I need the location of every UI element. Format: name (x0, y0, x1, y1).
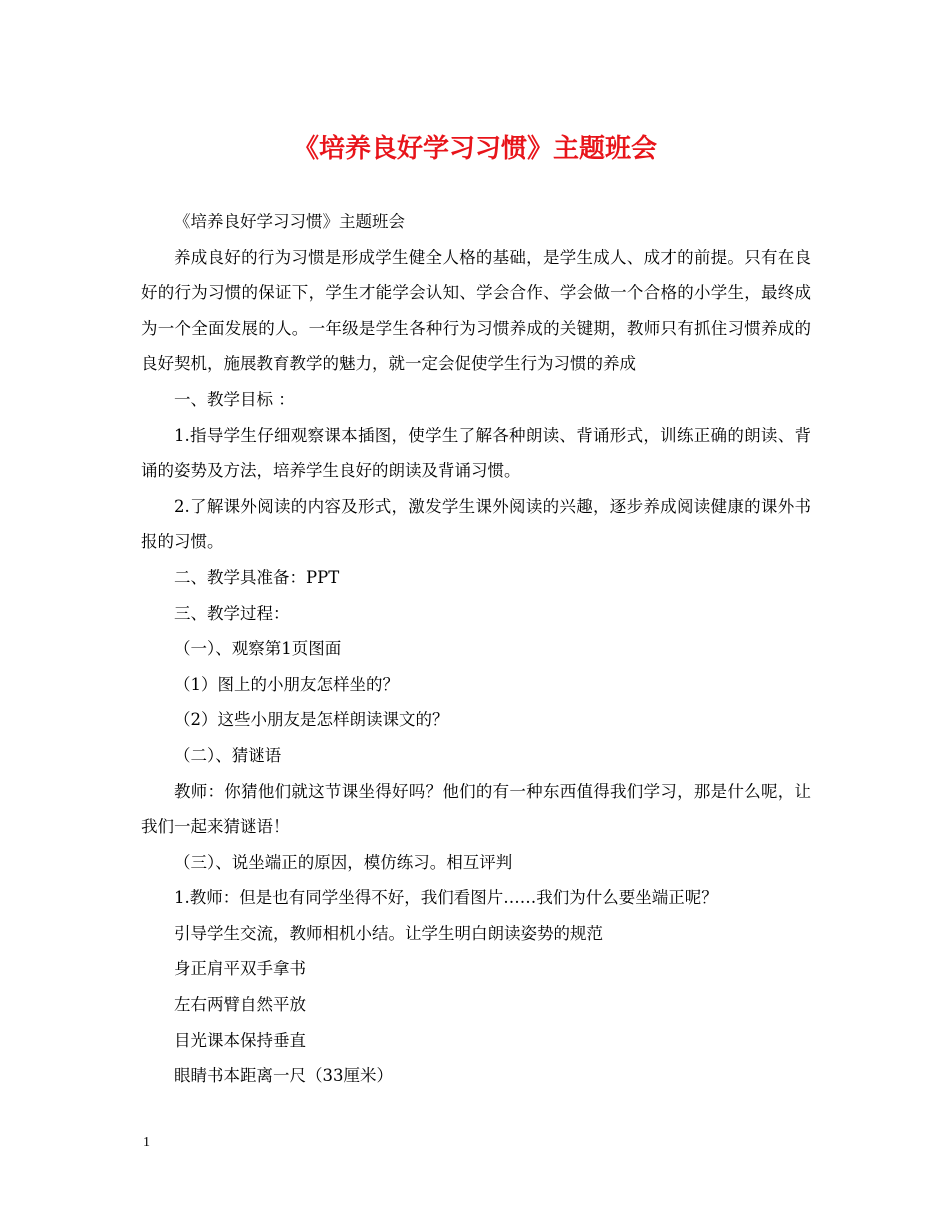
paragraph: 1.指导学生仔细观察课本插图，使学生了解各种朗读、背诵形式，训练正确的朗读、背诵的姿势及方法，培养学生良好的朗读及背诵习惯。 (141, 425, 811, 481)
paragraph: 眼睛书本距离一尺（33厘米） (174, 1066, 393, 1086)
page-number: 1 (143, 1135, 150, 1150)
paragraph: （二）、猜谜语 (174, 745, 282, 765)
paragraph: 目光课本保持垂直 (174, 1030, 306, 1050)
paragraph: （2）这些小朋友是怎样朗读课文的？ (174, 710, 449, 730)
paragraph: 1.教师：但是也有同学坐得不好，我们看图片……我们为什么要坐端正呢？ (174, 888, 718, 908)
paragraph: 教师：你猜他们就这节课坐得好吗？他们的有一种东西值得我们学习，那是什么呢，让我们一起来猜谜语！ (141, 781, 811, 837)
paragraph: （一）、观察第1页图面 (174, 639, 342, 659)
document-title: 《培养良好学习习惯》主题班会 (292, 134, 657, 164)
paragraph: 《培养良好学习习惯》主题班会 (174, 212, 405, 231)
paragraph: 左右两臂自然平放 (174, 995, 306, 1015)
paragraph: （1）图上的小朋友怎样坐的？ (174, 674, 399, 694)
paragraph: 养成良好的行为习惯是形成学生健全人格的基础，是学生成人、成才的前提。只有在良好的行为习惯的保证下，学生才能学会认知、学会合作、学会做一个合格的小学生，最终成为一个全面发展的人。一年级是学生各种行为习惯养成的关键期，教师只有抓住习惯养成的良好契机，施展教育教学的魅力，就一定会促使学生行为习惯的养成 (141, 247, 811, 374)
paragraph: 引导学生交流，教师相机小结。让学生明白朗读姿势的规范 (174, 923, 603, 943)
paragraph: 身正肩平双手拿书 (174, 959, 306, 979)
document-body (141, 204, 811, 1094)
paragraph: 三、教学过程： (174, 603, 290, 623)
paragraph: 二、教学具准备：PPT (174, 567, 340, 587)
paragraph: 2.了解课外阅读的内容及形式，激发学生课外阅读的兴趣，逐步养成阅读健康的课外书报的习惯。 (141, 496, 811, 552)
paragraph: 一、教学目标 ： (174, 389, 295, 409)
paragraph: （三）、说坐端正的原因，模仿练习。相互评判 (174, 852, 513, 872)
